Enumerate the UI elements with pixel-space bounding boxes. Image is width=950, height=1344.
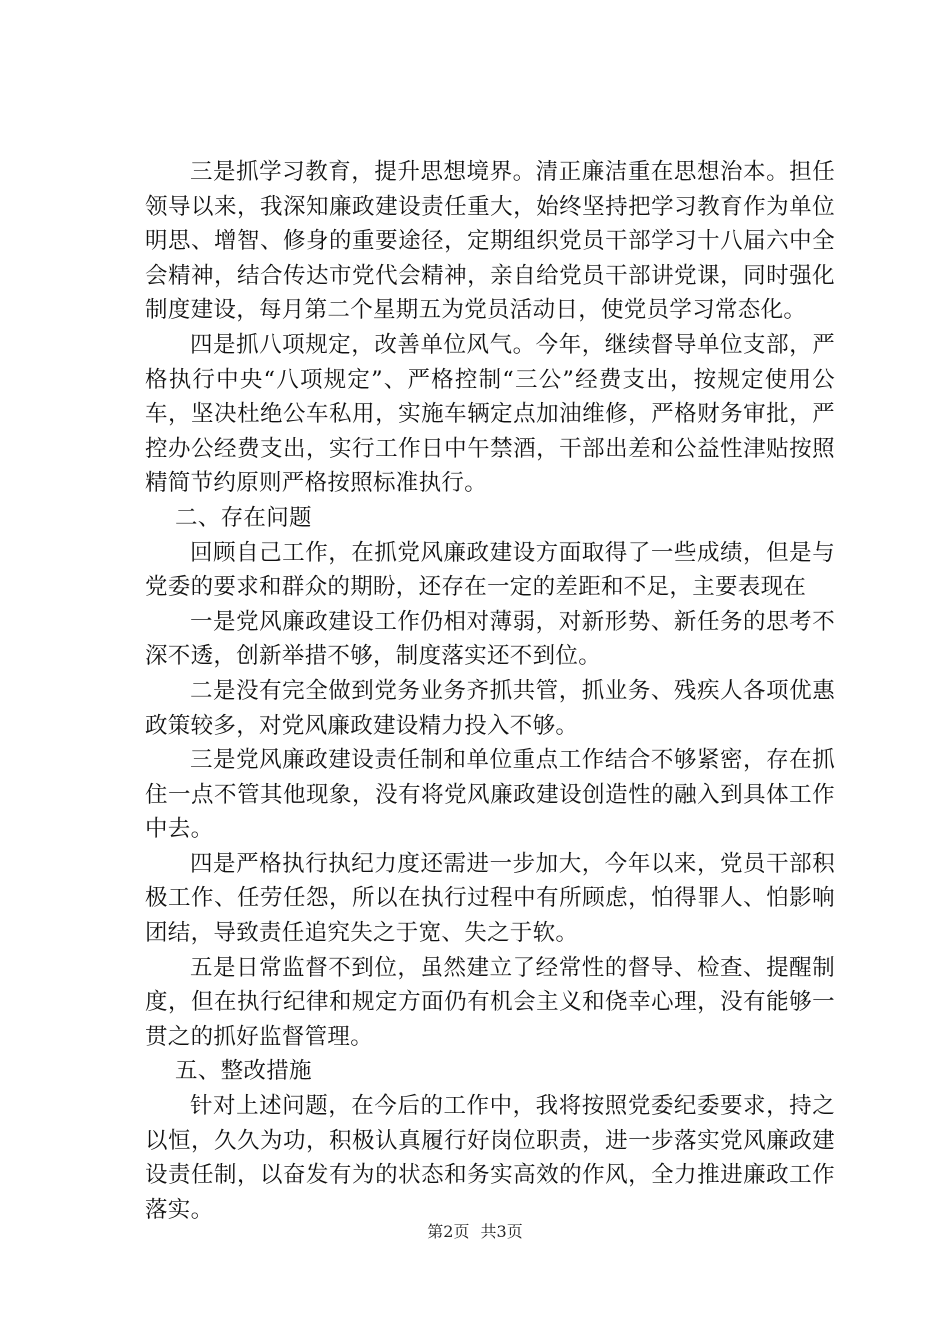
section-heading-measures: 五、整改措施 bbox=[175, 1058, 312, 1085]
document-body bbox=[145, 155, 835, 1227]
paragraph-problem-one: 一是党风廉政建设工作仍相对薄弱，对新形势、新任务的思考不深不透，创新举措不够，制度落实还不到位。 bbox=[145, 608, 835, 670]
paragraph-measures: 针对上述问题，在今后的工作中，我将按照党委纪委要求，持之以恒，久久为功，积极认真履行好岗位职责，进一步落实党风廉政建设责任制，以奋发有为的状态和务实高效的作风，全力推进廉政工作落实。 bbox=[145, 1093, 835, 1223]
section-heading-problems: 二、存在问题 bbox=[175, 504, 312, 531]
page-footer bbox=[0, 1221, 950, 1243]
paragraph-eight-rules: 四是抓八项规定，改善单位风气。今年，继续督导单位支部，严格执行中央“八项规定”、严格控制“三公”经费支出，按规定使用公车，坚决杜绝公车私用，实施车辆定点加油维修，严格财务审批，严控办公经费支出，实行工作日中午禁酒，干部出差和公益性津贴按照精简节约原则严格按照标准执行。 bbox=[145, 331, 835, 497]
page-number: 第2页 bbox=[427, 1222, 470, 1241]
paragraph-study-education: 三是抓学习教育，提升思想境界。清正廉洁重在思想治本。担任领导以来，我深知廉政建设责任重大，始终坚持把学习教育作为单位明思、增智、修身的重要途径，定期组织党员干部学习十八届六中全会精神，结合传达市党代会精神，亲自给党员干部讲党课，同时强化制度建设，每月第二个星期五为党员活动日，使党员学习常态化。 bbox=[145, 159, 835, 324]
paragraph-review: 回顾自己工作，在抓党风廉政建设方面取得了一些成绩，但是与党委的要求和群众的期盼，还存在一定的差距和不足，主要表现在 bbox=[145, 539, 835, 601]
page-total: 共3页 bbox=[480, 1222, 523, 1241]
paragraph-problem-three: 三是党风廉政建设责任制和单位重点工作结合不够紧密，存在抓住一点不管其他现象，没有将党风廉政建设创造性的融入到具体工作中去。 bbox=[145, 747, 835, 843]
paragraph-problem-five: 五是日常监督不到位，虽然建立了经常性的督导、检查、提醒制度，但在执行纪律和规定方面仍有机会主义和侥幸心理，没有能够一贯之的抓好监督管理。 bbox=[145, 954, 835, 1050]
paragraph-problem-four: 四是严格执行执纪力度还需进一步加大，今年以来，党员干部积极工作、任劳任怨，所以在执行过程中有所顾虑，怕得罪人、怕影响团结，导致责任追究失之于宽、失之于软。 bbox=[145, 850, 835, 947]
paragraph-problem-two: 二是没有完全做到党务业务齐抓共管，抓业务、残疾人各项优惠政策较多，对党风廉政建设精力投入不够。 bbox=[145, 677, 835, 739]
